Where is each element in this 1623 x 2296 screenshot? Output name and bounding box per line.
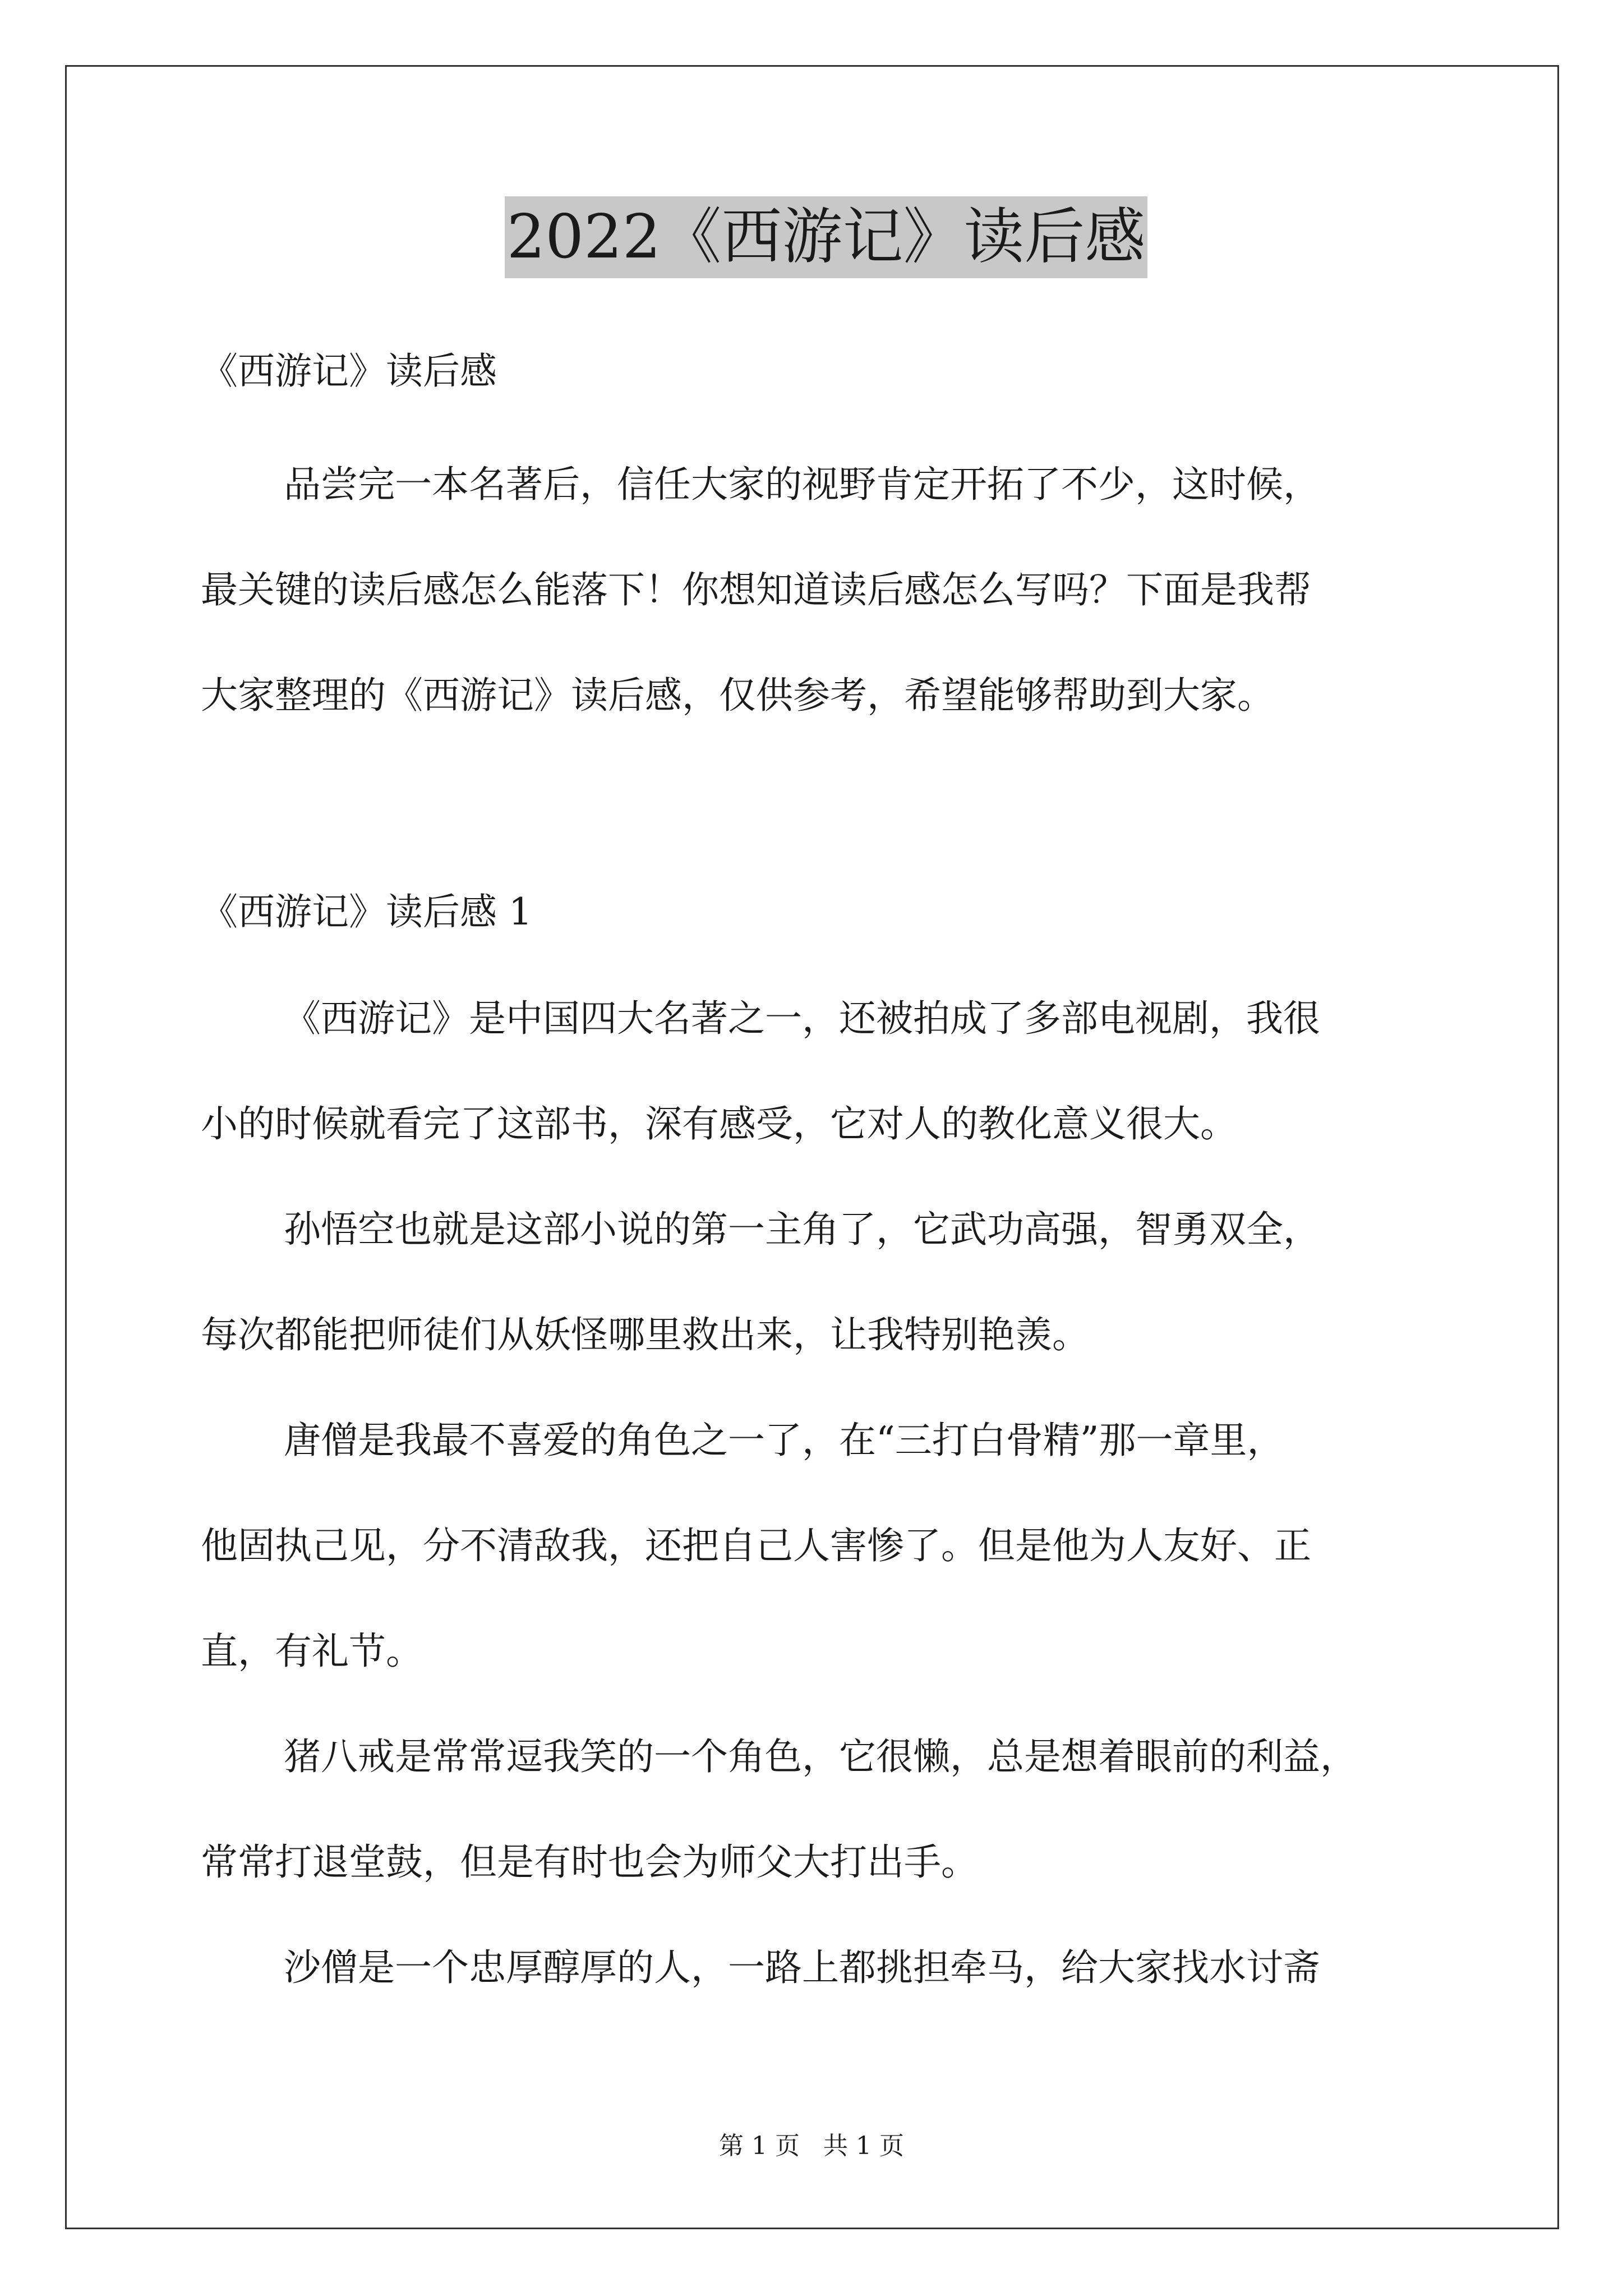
page-total: 共 1 页 <box>823 2132 904 2160</box>
paragraph-line: 每次都能把师徒们从妖怪哪里救出来，让我特别艳羡。 <box>201 1313 1089 1356</box>
paragraph-line: 孙悟空也就是这部小说的第一主角了，它武功高强，智勇双全， <box>284 1208 1320 1251</box>
paragraph-line: 唐僧是我最不喜爱的角色之一了，在“三打白骨精”那一章里， <box>284 1419 1284 1462</box>
paragraph-line: 《西游记》是中国四大名著之一，还被拍成了多部电视剧，我很 <box>284 997 1320 1040</box>
paragraph-line: 常常打退堂鼓，但是有时也会为师父大打出手。 <box>201 1841 978 1884</box>
page-footer <box>0 2131 1623 2162</box>
paragraph-line: 大家整理的《西游记》读后感，仅供参考，希望能够帮助到大家。 <box>201 674 1274 717</box>
page-number: 第 1 页 <box>719 2132 800 2160</box>
document-title: 2022《西游记》读后感 <box>505 196 1148 278</box>
section-heading: 《西游记》读后感 <box>201 349 497 393</box>
paragraph-line: 品尝完一本名著后，信任大家的视野肯定开拓了不少，这时候， <box>284 463 1320 506</box>
paragraph-line: 他固执己见，分不清敌我，还把自己人害惨了。但是他为人友好、正 <box>201 1524 1311 1567</box>
paragraph-line: 直，有礼节。 <box>201 1630 423 1673</box>
section-heading: 《西游记》读后感 1 <box>201 890 532 933</box>
paragraph-line: 小的时候就看完了这部书，深有感受，它对人的教化意义很大。 <box>201 1102 1237 1145</box>
paragraph-line: 沙僧是一个忠厚醇厚的人，一路上都挑担牵马，给大家找水讨斋 <box>284 1946 1320 1989</box>
paragraph-line: 猪八戒是常常逗我笑的一个角色，它很懒，总是想着眼前的利益， <box>284 1735 1357 1778</box>
paragraph-line: 最关键的读后感怎么能落下！你想知道读后感怎么写吗？下面是我帮 <box>201 568 1311 611</box>
title-container <box>201 196 1451 278</box>
